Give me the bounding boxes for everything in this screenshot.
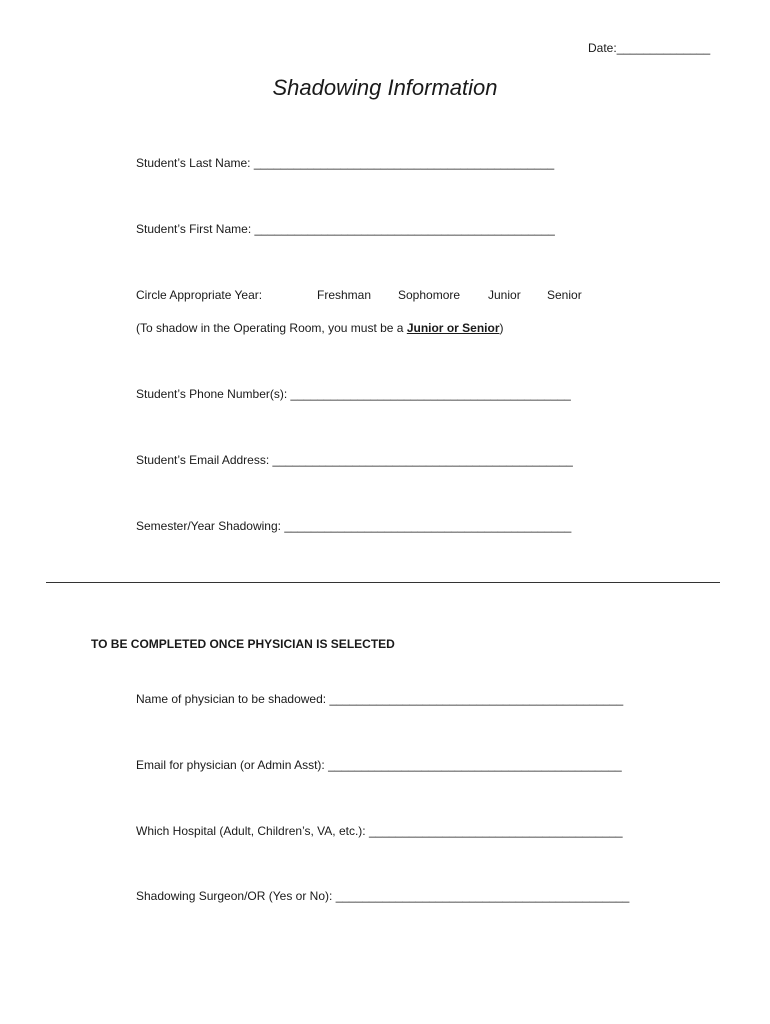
physician-name-label: Name of physician to be shadowed: bbox=[136, 692, 327, 706]
date-label: Date: bbox=[588, 41, 617, 55]
year-option-junior[interactable]: Junior bbox=[488, 288, 521, 302]
phone-field[interactable] bbox=[136, 387, 571, 401]
page-title: Shadowing Information bbox=[272, 75, 498, 100]
hospital-label: Which Hospital (Adult, Children’s, VA, etc.): bbox=[136, 824, 366, 838]
semester-field[interactable] bbox=[136, 519, 571, 533]
surgeon-or-blank[interactable]: ____________________________________________ bbox=[335, 889, 630, 903]
section-divider bbox=[46, 582, 720, 583]
section-heading: TO BE COMPLETED ONCE PHYSICIAN IS SELECTED bbox=[91, 637, 395, 651]
last-name-field[interactable] bbox=[136, 156, 554, 170]
phone-blank[interactable]: __________________________________________ bbox=[290, 387, 571, 401]
first-name-field[interactable] bbox=[136, 222, 555, 236]
date-field[interactable] bbox=[588, 41, 710, 55]
last-name-label: Student’s Last Name: bbox=[136, 156, 251, 170]
physician-email-blank[interactable]: ____________________________________________ bbox=[328, 758, 622, 772]
or-requirement-note bbox=[136, 321, 504, 335]
last-name-blank[interactable]: _____________________________________________ bbox=[253, 156, 555, 170]
physician-name-blank[interactable]: ____________________________________________ bbox=[329, 692, 624, 706]
note-emphasis: Junior or Senior bbox=[406, 321, 500, 335]
email-blank[interactable]: _____________________________________________ bbox=[272, 453, 573, 467]
first-name-blank[interactable]: _____________________________________________ bbox=[254, 222, 555, 236]
semester-label: Semester/Year Shadowing: bbox=[136, 519, 281, 533]
note-suffix: ) bbox=[499, 321, 504, 335]
year-option-sophomore[interactable]: Sophomore bbox=[398, 288, 461, 302]
note-prefix: (To shadow in the Operating Room, you must be a bbox=[136, 321, 407, 335]
physician-email-label: Email for physician (or Admin Asst): bbox=[136, 758, 325, 772]
year-option-senior[interactable]: Senior bbox=[547, 288, 582, 302]
semester-blank[interactable]: ___________________________________________ bbox=[284, 519, 572, 533]
year-option-freshman[interactable]: Freshman bbox=[317, 288, 372, 302]
date-blank[interactable]: ______________ bbox=[616, 41, 711, 55]
surgeon-or-label: Shadowing Surgeon/OR (Yes or No): bbox=[136, 889, 333, 903]
physician-name-field[interactable] bbox=[136, 692, 623, 706]
physician-email-field[interactable] bbox=[136, 758, 622, 772]
email-label: Student’s Email Address: bbox=[136, 453, 270, 467]
phone-label: Student’s Phone Number(s): bbox=[136, 387, 288, 401]
hospital-blank[interactable]: ______________________________________ bbox=[368, 824, 623, 838]
hospital-field[interactable] bbox=[136, 824, 623, 838]
first-name-label: Student’s First Name: bbox=[136, 222, 252, 236]
surgeon-or-field[interactable] bbox=[136, 889, 629, 903]
email-field[interactable] bbox=[136, 453, 573, 467]
year-label: Circle Appropriate Year: bbox=[136, 288, 263, 302]
